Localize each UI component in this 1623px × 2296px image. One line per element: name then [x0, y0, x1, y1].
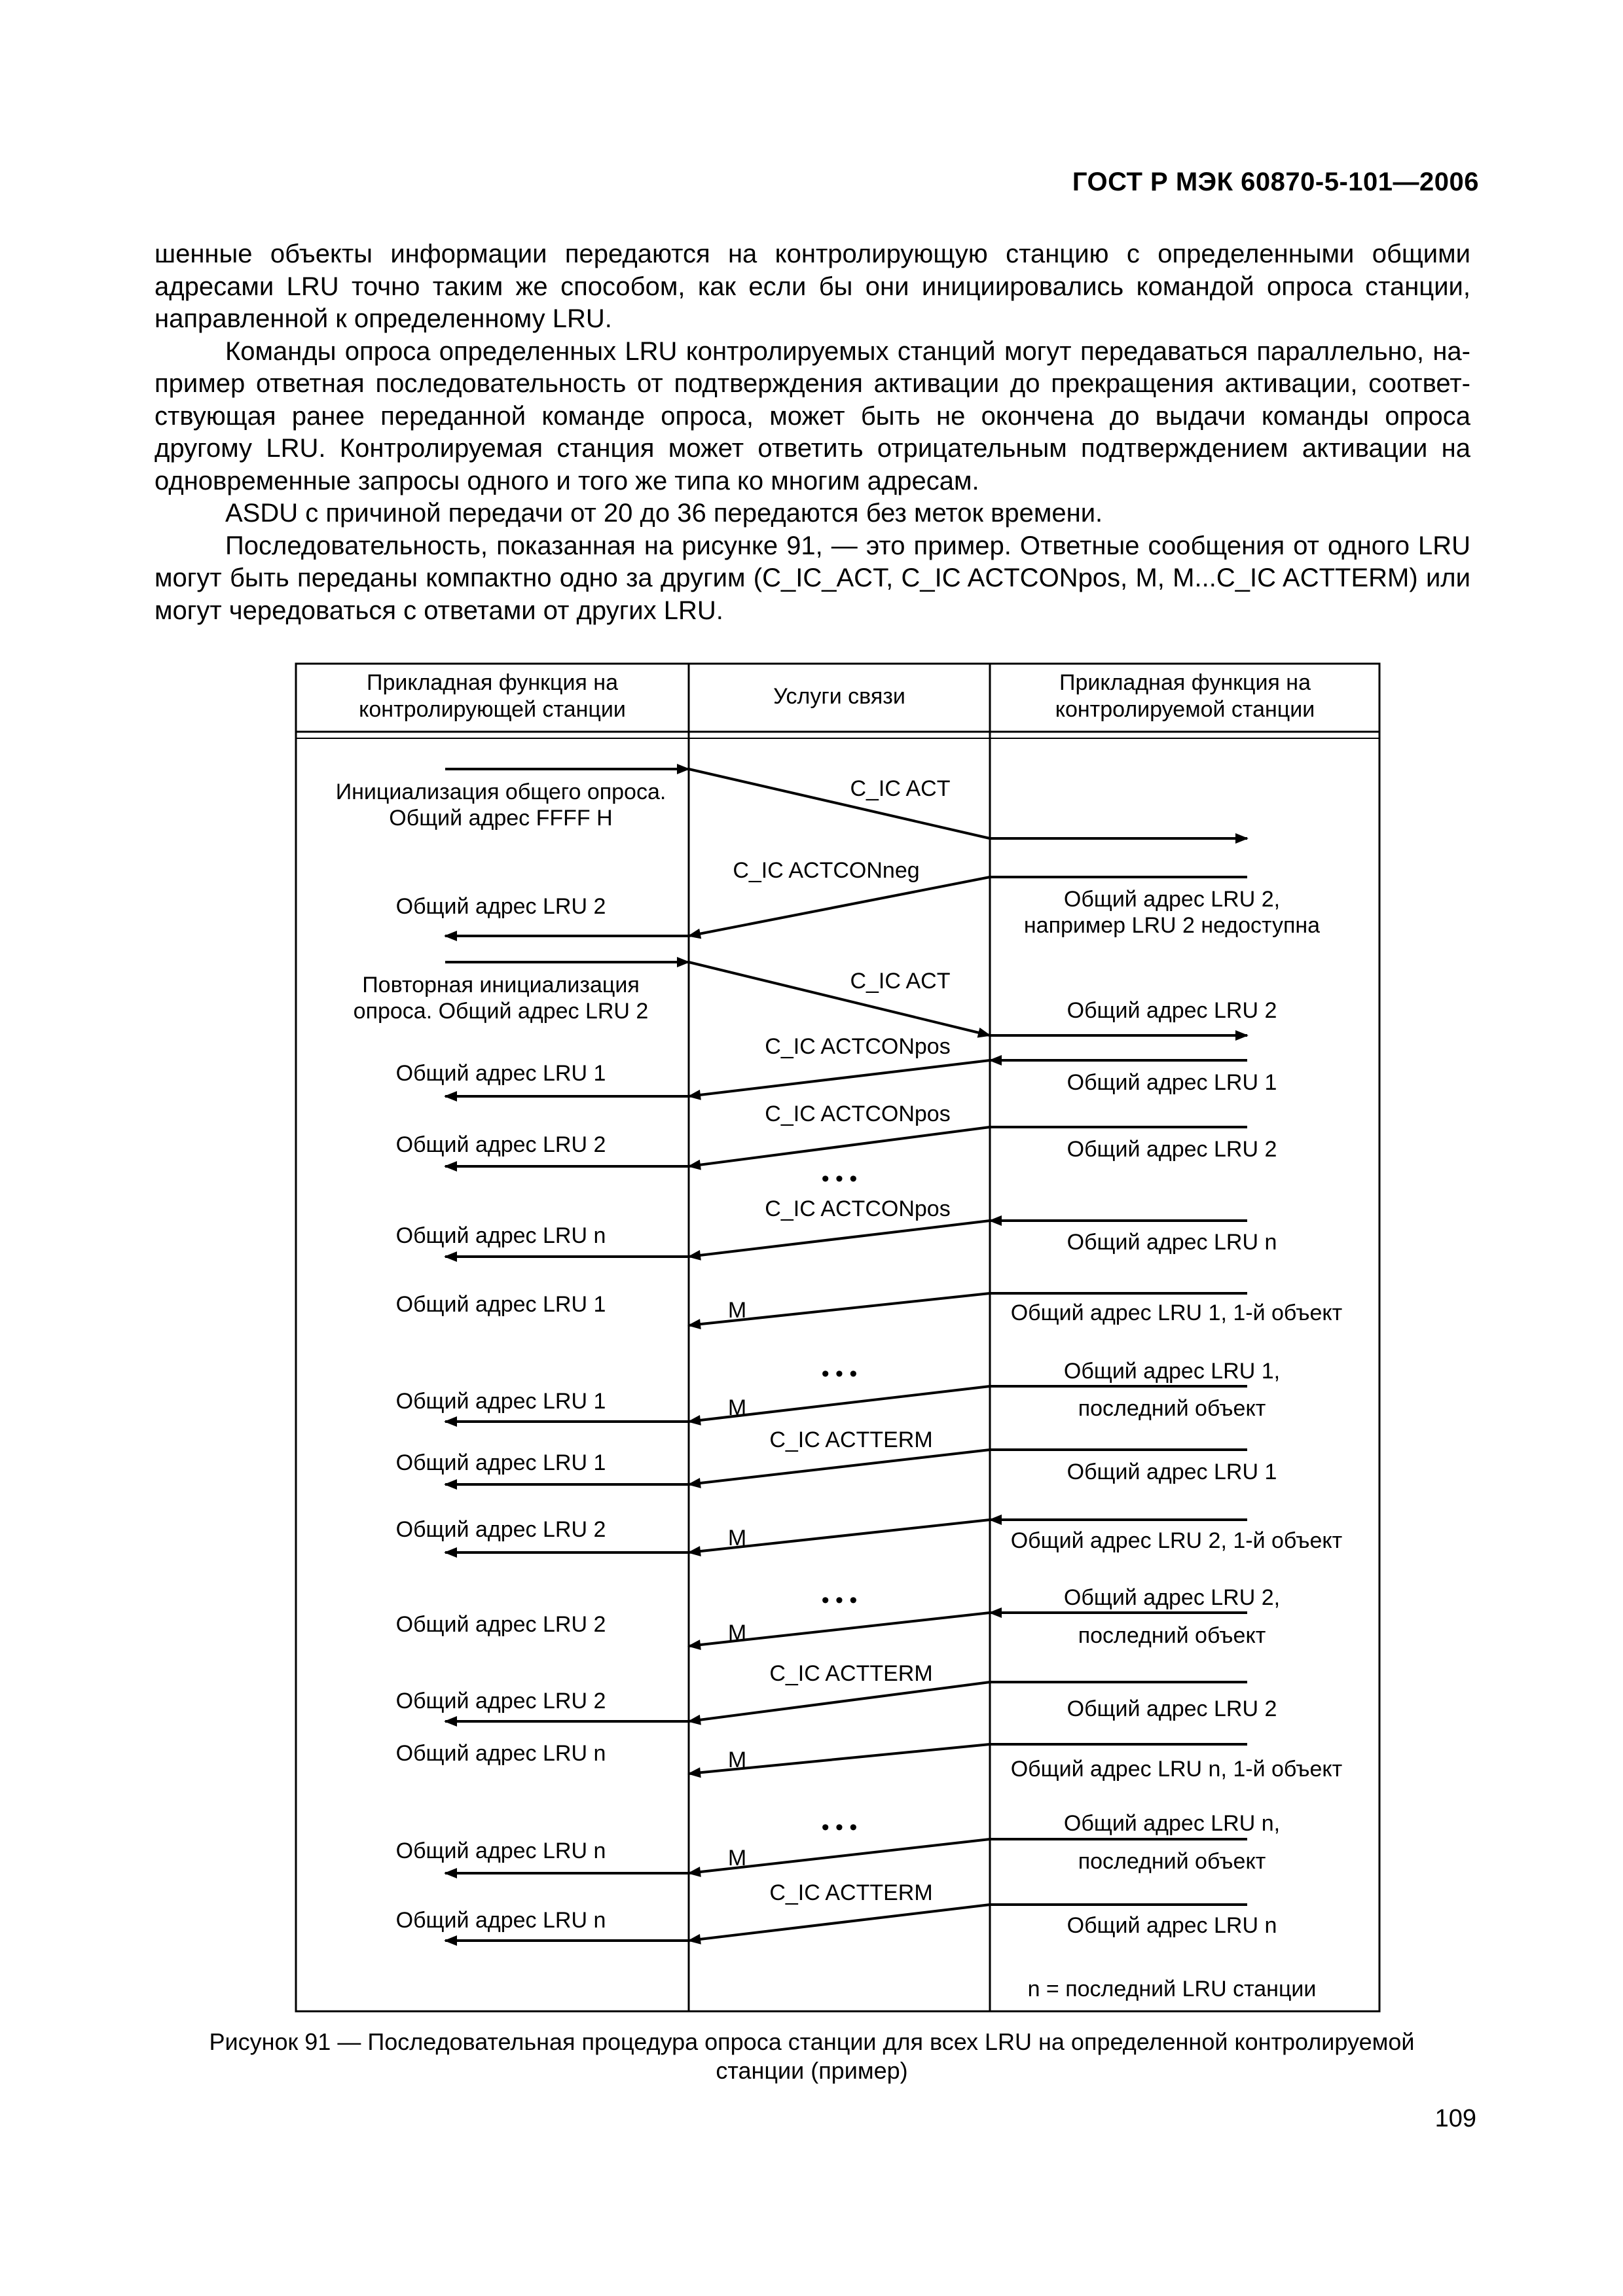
column-header-middle: Услуги связи — [773, 684, 905, 709]
left-label: Общий адрес LRU 1 — [395, 1061, 606, 1086]
message-label: C_IC ACTCONpos — [765, 1102, 951, 1126]
message-label: C_IC ACTCONneg — [733, 858, 920, 883]
message-label: C_IC ACT — [850, 776, 951, 801]
right-label: Общий адрес LRU 1 — [1067, 1070, 1277, 1095]
message-label: C_IC ACTTERM — [769, 1427, 933, 1452]
document-header: ГОСТ Р МЭК 60870-5-101—2006 — [1072, 168, 1479, 196]
message-label: C_IC ACTTERM — [769, 1880, 933, 1905]
left-label: Общий адрес LRU 2 — [395, 1517, 606, 1542]
column-header-right: контролируемой станции — [1055, 697, 1315, 722]
left-label: Общий адрес LRU n — [395, 1908, 606, 1933]
figure-caption: Рисунок 91 — Последовательная процедура опроса станции для всех LRU на определенной контролируемой станции (пример) — [209, 2028, 1415, 2084]
ellipsis-label: • • • — [821, 1815, 858, 1840]
left-label: Общий адрес LRU 2 — [395, 1132, 606, 1157]
arrow-line — [689, 877, 990, 936]
message-label: C_IC ACTTERM — [769, 1661, 933, 1686]
right-label: Общий адрес LRU n, — [1063, 1811, 1281, 1836]
left-label: Общий адрес LRU 1 — [395, 1450, 606, 1475]
arrow-line — [689, 1127, 990, 1166]
left-label: опроса. Общий адрес LRU 2 — [353, 999, 649, 1024]
ellipsis-label: • • • — [821, 1166, 858, 1191]
left-label: Общий адрес LRU n — [395, 1741, 606, 1766]
message-label: C_IC ACTCONpos — [765, 1196, 951, 1221]
ellipsis-label: • • • — [821, 1588, 858, 1613]
paragraph: Последовательность, показанная на рисунке 91, — это пример. Ответные сообщения от одного LRU могут быть переданы компактно одно за другим (C_IC_ACT, C_IC ACTCONpos, M, M...C_IC ACTTERM) или могут чередоваться с ответами от других LRU. — [155, 531, 1470, 625]
left-label: Общий адрес LRU 2 — [395, 1612, 606, 1637]
message-label: M — [727, 1395, 747, 1420]
left-label: Инициализация общего опроса. — [335, 780, 666, 804]
message-label: C_IC ACTCONpos — [765, 1034, 951, 1059]
left-label: Общий адрес LRU 1 — [395, 1292, 606, 1317]
left-label: Общий адрес FFFF H — [389, 806, 613, 831]
left-label: Общий адрес LRU 2 — [395, 1689, 606, 1713]
arrow-line — [689, 1060, 990, 1096]
right-label: Общий адрес LRU n — [1067, 1913, 1277, 1938]
right-label: Общий адрес LRU 1, 1-й объект — [1010, 1300, 1343, 1325]
right-label: Общий адрес LRU 1, — [1063, 1359, 1281, 1384]
ellipsis-label: • • • — [821, 1361, 858, 1386]
paragraph: шенные объекты информации передаются на контролирующую станцию с определенными общими адресами LRU точно таким же способом, как если бы они инициировались командой опроса станции, направленной к определенному LRU. — [155, 240, 1470, 333]
left-label: Повторная инициализация — [362, 973, 640, 997]
arrow-line — [689, 1221, 990, 1257]
right-label: Общий адрес LRU 2 — [1067, 1137, 1277, 1162]
message-label: M — [727, 1298, 747, 1323]
left-label: Общий адрес LRU n — [395, 1223, 606, 1248]
arrow-line — [689, 1905, 990, 1941]
right-label: Общий адрес LRU 2 — [1067, 998, 1277, 1023]
column-header-left: Прикладная функция на — [367, 670, 618, 695]
right-label: n = последний LRU станции — [1027, 1977, 1317, 2001]
right-label: Общий адрес LRU 2, 1-й объект — [1010, 1528, 1343, 1553]
column-header-left: контролирующей станции — [359, 697, 626, 722]
arrow-line — [689, 1682, 990, 1721]
right-label: последний объект — [1078, 1623, 1266, 1648]
message-label: M — [727, 1748, 747, 1772]
right-label: последний объект — [1078, 1849, 1266, 1874]
paragraph: Команды опроса определенных LRU контролируемых станций могут передаваться параллельно, например ответная последовательность от подтверждения активации до прекращения активации, соответствующая ранее переданной команде опроса, может быть не окончена до выдачи команды опроса другому LRU. Контролируемая станция может ответить отрицательным подтверждением активации на одновременные запросы одного и того же типа ко многим адресам. — [155, 336, 1470, 495]
right-label: Общий адрес LRU n — [1067, 1230, 1277, 1255]
right-label: Общий адрес LRU 1 — [1067, 1460, 1277, 1484]
right-label: например LRU 2 недоступна — [1023, 913, 1321, 938]
right-label: последний объект — [1078, 1396, 1266, 1421]
left-label: Общий адрес LRU 2 — [395, 894, 606, 919]
message-label: M — [727, 1846, 747, 1871]
page-number: 109 — [1434, 2105, 1476, 2132]
right-label: Общий адрес LRU 2 — [1067, 1696, 1277, 1721]
paragraph: ASDU с причиной передачи от 20 до 36 передаются без меток времени. — [225, 499, 1103, 528]
arrow-line — [689, 1450, 990, 1484]
right-label: Общий адрес LRU 2, — [1063, 887, 1281, 912]
message-label: C_IC ACT — [850, 969, 951, 994]
right-label: Общий адрес LRU n, 1-й объект — [1010, 1757, 1343, 1782]
column-header-right: Прикладная функция на — [1059, 670, 1311, 695]
left-label: Общий адрес LRU n — [395, 1839, 606, 1863]
left-label: Общий адрес LRU 1 — [395, 1389, 606, 1414]
message-label: M — [727, 1621, 747, 1645]
message-label: M — [727, 1526, 747, 1551]
right-label: Общий адрес LRU 2, — [1063, 1585, 1281, 1610]
